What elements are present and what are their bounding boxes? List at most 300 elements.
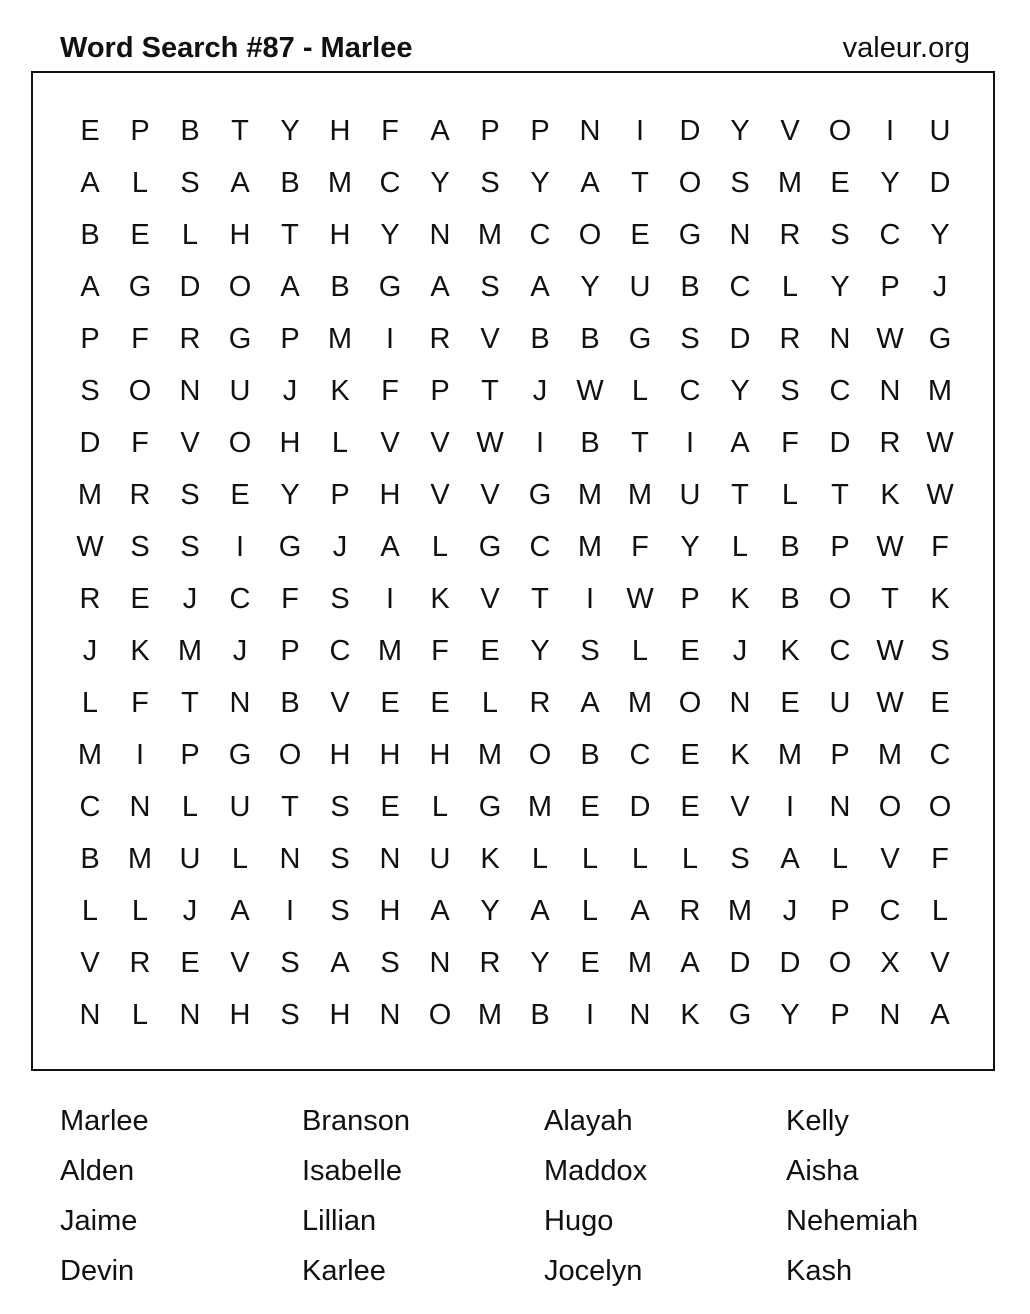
grid-letter: N [729, 219, 751, 251]
grid-letter: P [680, 583, 700, 615]
grid-letter: I [385, 323, 395, 355]
grid-letter: F [131, 427, 149, 459]
grid-letter: P [530, 115, 550, 147]
grid-letter: V [780, 115, 800, 147]
grid-letter: E [930, 687, 950, 719]
grid-letter: K [780, 635, 800, 667]
grid-letter: R [679, 895, 701, 927]
grid-letter: W [876, 531, 904, 563]
grid-letter: D [829, 427, 851, 459]
grid-letter: S [330, 583, 350, 615]
grid-letter: E [380, 687, 400, 719]
grid-letter: H [329, 999, 351, 1031]
grid-letter: G [728, 999, 752, 1031]
grid-letter: E [630, 219, 650, 251]
grid-letter: V [80, 947, 100, 979]
grid-row [65, 885, 965, 937]
grid-letter: P [880, 271, 900, 303]
grid-letter: H [329, 739, 351, 771]
grid-letter: M [77, 739, 103, 771]
grid-letter: L [181, 219, 199, 251]
grid-letter: A [230, 167, 250, 199]
grid-letter: U [829, 687, 851, 719]
grid-letter: V [730, 791, 750, 823]
grid-letter: M [577, 531, 603, 563]
grid-letter: W [926, 479, 954, 511]
grid-letter: H [379, 895, 401, 927]
grid-letter: Y [580, 271, 600, 303]
grid-letter: T [731, 479, 749, 511]
grid-letter: B [580, 323, 600, 355]
grid-letter: O [828, 115, 852, 147]
grid-letter: J [232, 635, 248, 667]
grid-letter: Y [730, 115, 750, 147]
word-list [60, 1096, 1000, 1306]
grid-letter: R [779, 219, 801, 251]
grid-letter: A [730, 427, 750, 459]
grid-letter: E [80, 115, 100, 147]
grid-row [65, 209, 965, 261]
grid-letter: G [528, 479, 552, 511]
grid-letter: C [529, 219, 551, 251]
word-item: Marlee [60, 1105, 149, 1137]
grid-letter: I [585, 583, 595, 615]
grid-letter: B [330, 271, 350, 303]
grid-letter: I [685, 427, 695, 459]
grid-letter: S [180, 479, 200, 511]
grid-row [65, 417, 965, 469]
grid-letter: M [627, 947, 653, 979]
grid-letter: S [680, 323, 700, 355]
grid-letter: D [179, 271, 201, 303]
grid-letter: E [130, 219, 150, 251]
grid-letter: P [480, 115, 500, 147]
grid-letter: B [80, 843, 100, 875]
word-item: Jaime [60, 1205, 138, 1237]
grid-letter: H [379, 739, 401, 771]
grid-letter: C [829, 375, 851, 407]
grid-letter: F [131, 687, 149, 719]
grid-letter: A [80, 271, 100, 303]
grid-letter: N [579, 115, 601, 147]
grid-letter: S [780, 375, 800, 407]
grid-letter: T [281, 219, 299, 251]
grid-letter: O [228, 271, 252, 303]
grid-letter: A [680, 947, 700, 979]
grid-letter: G [378, 271, 402, 303]
puzzle-title: Word Search #87 - Marlee [60, 32, 413, 64]
word-item: Kelly [786, 1105, 849, 1137]
grid-letter: J [182, 583, 198, 615]
grid-letter: L [481, 687, 499, 719]
grid-letter: G [628, 323, 652, 355]
grid-letter: M [577, 479, 603, 511]
site-name: valeur.org [842, 32, 970, 64]
grid-letter: A [80, 167, 100, 199]
grid-letter: E [580, 947, 600, 979]
grid-letter: D [679, 115, 701, 147]
grid-letter: T [281, 791, 299, 823]
grid-letter: R [429, 323, 451, 355]
grid-letter: P [430, 375, 450, 407]
word-item: Kash [786, 1255, 853, 1287]
grid-letter: O [678, 167, 702, 199]
grid-letter: L [131, 895, 149, 927]
grid-letter: R [479, 947, 501, 979]
grid-letter: S [130, 531, 150, 563]
grid-letter: A [380, 531, 400, 563]
grid-letter: E [680, 739, 700, 771]
grid-letter: J [332, 531, 348, 563]
grid-letter: W [476, 427, 504, 459]
grid-row [65, 833, 965, 885]
grid-letter: I [785, 791, 795, 823]
grid-letter: J [182, 895, 198, 927]
grid-letter: S [380, 947, 400, 979]
grid-letter: B [280, 167, 300, 199]
grid-letter: S [730, 843, 750, 875]
grid-letter: W [876, 323, 904, 355]
grid-letter: L [781, 271, 799, 303]
grid-letter: R [529, 687, 551, 719]
grid-letter: M [477, 219, 503, 251]
grid-letter: M [127, 843, 153, 875]
grid-letter: A [430, 115, 450, 147]
grid-letter: N [179, 375, 201, 407]
grid-letter: L [431, 791, 449, 823]
grid-letter: B [680, 271, 700, 303]
grid-letter: B [580, 427, 600, 459]
grid-letter: S [480, 271, 500, 303]
word-column [302, 1096, 544, 1296]
grid-letter: K [880, 479, 900, 511]
grid-letter: I [285, 895, 295, 927]
grid-letter: C [79, 791, 101, 823]
grid-letter: T [631, 427, 649, 459]
grid-letter: I [235, 531, 245, 563]
grid-letter: C [379, 167, 401, 199]
grid-letter: E [130, 583, 150, 615]
grid-letter: L [131, 999, 149, 1031]
grid-letter: T [531, 583, 549, 615]
word-item: Nehemiah [786, 1205, 919, 1237]
grid-letter: N [879, 375, 901, 407]
grid-letter: E [830, 167, 850, 199]
grid-letter: U [629, 271, 651, 303]
grid-letter: P [830, 531, 850, 563]
grid-letter: N [379, 999, 401, 1031]
grid-letter: E [680, 635, 700, 667]
grid-letter: G [928, 323, 952, 355]
grid-letter: M [77, 479, 103, 511]
grid-letter: H [429, 739, 451, 771]
grid-letter: M [627, 479, 653, 511]
grid-letter: V [380, 427, 400, 459]
grid-letter: L [581, 895, 599, 927]
grid-letter: V [880, 843, 900, 875]
grid-letter: D [629, 791, 651, 823]
grid-letter: V [330, 687, 350, 719]
word-item: Karlee [302, 1255, 386, 1287]
grid-letter: G [678, 219, 702, 251]
grid-letter: L [531, 843, 549, 875]
grid-letter: L [81, 895, 99, 927]
grid-letter: N [79, 999, 101, 1031]
grid-row [65, 937, 965, 989]
word-item: Lillian [302, 1205, 377, 1237]
grid-letter: G [278, 531, 302, 563]
grid-letter: S [480, 167, 500, 199]
grid-letter: R [179, 323, 201, 355]
grid-letter: K [330, 375, 350, 407]
grid-letter: R [779, 323, 801, 355]
grid-letter: G [228, 323, 252, 355]
grid-letter: Y [530, 167, 550, 199]
grid-letter: V [480, 583, 500, 615]
grid-row [65, 469, 965, 521]
grid-letter: Y [830, 271, 850, 303]
grid-letter: W [876, 687, 904, 719]
grid-letter: U [229, 375, 251, 407]
grid-letter: N [829, 791, 851, 823]
grid-letter: M [727, 895, 753, 927]
grid-letter: Y [780, 999, 800, 1031]
grid-letter: M [477, 739, 503, 771]
grid-letter: S [180, 167, 200, 199]
grid-letter: V [230, 947, 250, 979]
grid-letter: G [228, 739, 252, 771]
grid-letter: N [279, 843, 301, 875]
grid-letter: P [80, 323, 100, 355]
grid-letter: N [429, 219, 451, 251]
grid-row [65, 105, 965, 157]
grid-row [65, 521, 965, 573]
grid-letter: D [729, 947, 751, 979]
grid-letter: N [879, 999, 901, 1031]
grid-letter: F [631, 531, 649, 563]
word-item: Maddox [544, 1155, 648, 1187]
grid-letter: U [179, 843, 201, 875]
grid-letter: A [580, 687, 600, 719]
grid-letter: O [528, 739, 552, 771]
grid-letter: E [480, 635, 500, 667]
grid-letter: S [80, 375, 100, 407]
page-header [60, 28, 970, 68]
grid-letter: E [580, 791, 600, 823]
grid-letter: U [679, 479, 701, 511]
grid-letter: B [780, 583, 800, 615]
grid-row [65, 365, 965, 417]
grid-letter: M [527, 791, 553, 823]
grid-letter: L [931, 895, 949, 927]
grid-letter: B [780, 531, 800, 563]
grid-letter: G [478, 791, 502, 823]
grid-letter: J [532, 375, 548, 407]
grid-letter: L [81, 687, 99, 719]
grid-letter: A [280, 271, 300, 303]
grid-letter: Y [530, 947, 550, 979]
grid-letter: R [129, 947, 151, 979]
grid-letter: Y [730, 375, 750, 407]
grid-letter: P [180, 739, 200, 771]
grid-letter: M [777, 167, 803, 199]
grid-letter: N [729, 687, 751, 719]
grid-letter: T [631, 167, 649, 199]
grid-letter: V [930, 947, 950, 979]
grid-letter: N [179, 999, 201, 1031]
grid-letter: B [580, 739, 600, 771]
grid-letter: I [585, 999, 595, 1031]
grid-letter: W [76, 531, 104, 563]
grid-row [65, 781, 965, 833]
grid-letter: M [477, 999, 503, 1031]
grid-letter: E [680, 791, 700, 823]
grid-letter: I [885, 115, 895, 147]
grid-letter: K [430, 583, 450, 615]
word-column [786, 1096, 1028, 1296]
grid-letter: L [581, 843, 599, 875]
grid-letter: H [329, 115, 351, 147]
grid-letter: S [180, 531, 200, 563]
grid-letter: Y [480, 895, 500, 927]
grid-letter: E [380, 791, 400, 823]
grid-letter: E [430, 687, 450, 719]
grid-letter: V [480, 479, 500, 511]
grid-letter: A [230, 895, 250, 927]
grid-letter: J [732, 635, 748, 667]
grid-letter: H [279, 427, 301, 459]
grid-row [65, 729, 965, 781]
grid-letter: N [629, 999, 651, 1031]
grid-letter: P [830, 739, 850, 771]
grid-letter: O [878, 791, 902, 823]
grid-letter: F [381, 375, 399, 407]
grid-letter: A [780, 843, 800, 875]
grid-letter: F [931, 531, 949, 563]
word-item: Devin [60, 1255, 135, 1287]
grid-letter: M [327, 323, 353, 355]
grid-letter: A [930, 999, 950, 1031]
grid-letter: G [128, 271, 152, 303]
grid-letter: H [229, 219, 251, 251]
grid-letter: P [130, 115, 150, 147]
grid-letter: W [626, 583, 654, 615]
grid-letter: S [730, 167, 750, 199]
grid-letter: C [629, 739, 651, 771]
grid-letter: S [330, 843, 350, 875]
grid-letter: J [932, 271, 948, 303]
grid-letter: F [431, 635, 449, 667]
grid-letter: S [330, 791, 350, 823]
grid-row [65, 677, 965, 729]
grid-letter: I [385, 583, 395, 615]
word-column [544, 1096, 786, 1296]
grid-letter: L [631, 843, 649, 875]
grid-letter: S [280, 947, 300, 979]
grid-letter: R [79, 583, 101, 615]
grid-letter: N [429, 947, 451, 979]
grid-letter: O [578, 219, 602, 251]
grid-letter: Y [880, 167, 900, 199]
grid-letter: Y [680, 531, 700, 563]
grid-letter: C [229, 583, 251, 615]
grid-letter: C [329, 635, 351, 667]
grid-letter: C [679, 375, 701, 407]
grid-letter: C [729, 271, 751, 303]
grid-letter: L [681, 843, 699, 875]
grid-letter: M [627, 687, 653, 719]
grid-letter: I [635, 115, 645, 147]
word-item: Branson [302, 1105, 411, 1137]
word-item: Hugo [544, 1205, 614, 1237]
grid-letter: D [929, 167, 951, 199]
grid-letter: L [131, 167, 149, 199]
word-item: Alden [60, 1155, 135, 1187]
grid-letter: M [377, 635, 403, 667]
grid-row [65, 261, 965, 313]
grid-row [65, 573, 965, 625]
grid-letter: U [229, 791, 251, 823]
grid-letter: T [831, 479, 849, 511]
grid-letter: S [930, 635, 950, 667]
grid-letter: C [829, 635, 851, 667]
grid-letter: N [379, 843, 401, 875]
grid-letter: K [930, 583, 950, 615]
grid-letter: S [330, 895, 350, 927]
grid-letter: Y [280, 115, 300, 147]
grid-letter: U [929, 115, 951, 147]
grid-letter: O [128, 375, 152, 407]
grid-letter: B [180, 115, 200, 147]
grid-letter: A [580, 167, 600, 199]
grid-letter: V [180, 427, 200, 459]
grid-letter: L [631, 375, 649, 407]
grid-letter: K [730, 583, 750, 615]
grid-letter: T [481, 375, 499, 407]
grid-letter: L [831, 843, 849, 875]
grid-letter: O [828, 947, 852, 979]
grid-letter: T [881, 583, 899, 615]
grid-letter: F [931, 843, 949, 875]
grid-letter: W [576, 375, 604, 407]
grid-letter: S [580, 635, 600, 667]
grid-letter: G [478, 531, 502, 563]
grid-letter: E [180, 947, 200, 979]
grid-letter: S [280, 999, 300, 1031]
grid-letter: H [379, 479, 401, 511]
grid-row [65, 625, 965, 677]
grid-letter: L [631, 635, 649, 667]
grid-letter: A [430, 895, 450, 927]
grid-letter: U [429, 843, 451, 875]
grid-letter: O [928, 791, 952, 823]
letter-grid-frame [31, 71, 995, 1071]
grid-letter: D [779, 947, 801, 979]
grid-letter: O [678, 687, 702, 719]
grid-letter: Y [380, 219, 400, 251]
grid-letter: K [130, 635, 150, 667]
grid-letter: L [731, 531, 749, 563]
grid-letter: V [480, 323, 500, 355]
grid-letter: W [926, 427, 954, 459]
grid-letter: C [879, 219, 901, 251]
grid-letter: A [630, 895, 650, 927]
grid-letter: V [430, 427, 450, 459]
grid-letter: C [929, 739, 951, 771]
grid-letter: N [829, 323, 851, 355]
word-item: Alayah [544, 1105, 633, 1137]
grid-letter: V [430, 479, 450, 511]
